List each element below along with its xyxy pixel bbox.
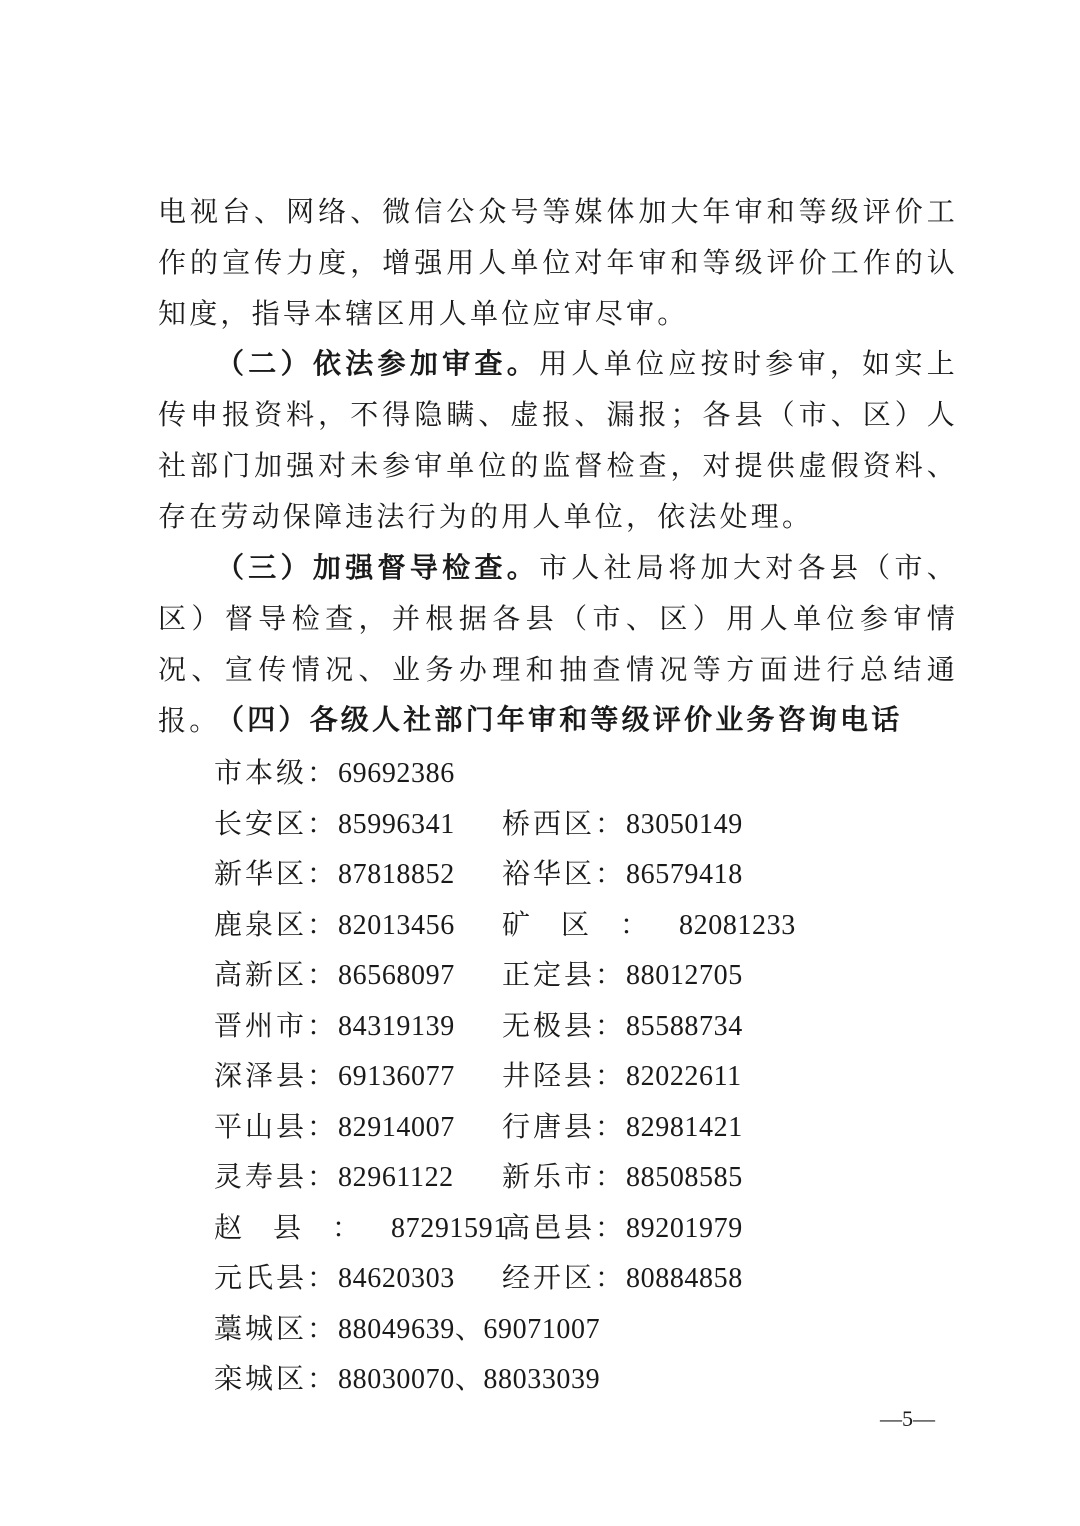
phone-entry xyxy=(214,1304,600,1356)
phone-number: 85996341 xyxy=(338,808,455,840)
phone-number: 82022611 xyxy=(626,1061,742,1092)
phone-entry xyxy=(502,1203,743,1255)
phone-number: 82961122 xyxy=(338,1162,454,1193)
phone-number: 88030070、88033039 xyxy=(338,1364,601,1395)
district-name: 赵县： xyxy=(214,1210,392,1244)
district-name: 正定县： xyxy=(502,958,627,991)
phone-row xyxy=(214,1304,974,1355)
phone-row xyxy=(214,1102,974,1153)
phone-entry xyxy=(502,849,743,901)
phone-row xyxy=(214,748,974,799)
phone-entry xyxy=(214,1152,454,1204)
paragraph-text: 电视台、网络、微信公众号等媒体加大年审和等级评价工作的宣传力度，增强用人单位对年审和等级评价工作的认知度，指导本辖区用人单位应审尽审。 xyxy=(158,195,958,330)
phone-number: 85588734 xyxy=(626,1010,743,1042)
phone-entry xyxy=(502,1102,743,1154)
district-name: 高邑县： xyxy=(502,1210,627,1244)
phone-number: 87291591 xyxy=(391,1212,508,1244)
district-name: 平山县： xyxy=(214,1109,339,1143)
phone-number: 86579418 xyxy=(626,859,743,890)
paragraph-lead: （二）依法参加审查。 xyxy=(216,347,540,380)
phone-heading xyxy=(158,694,958,745)
district-name: 晋州市： xyxy=(214,1008,339,1042)
phone-number: 82914007 xyxy=(338,1111,455,1143)
phone-entry xyxy=(502,799,743,851)
phone-entry xyxy=(214,748,455,800)
phone-number: 82981421 xyxy=(626,1111,743,1143)
phone-row xyxy=(214,1051,974,1102)
phone-number: 84620303 xyxy=(338,1263,455,1294)
phone-number: 80884858 xyxy=(626,1263,743,1294)
paragraph-review xyxy=(158,338,958,542)
phone-row xyxy=(214,950,974,1001)
phone-entry xyxy=(214,900,455,952)
phone-entry xyxy=(214,799,455,851)
district-name: 鹿泉区： xyxy=(214,907,339,941)
phone-number: 69136077 xyxy=(338,1061,455,1092)
phone-number: 86568097 xyxy=(338,960,455,991)
paragraph-publicity xyxy=(158,186,958,339)
phone-entry xyxy=(214,1051,455,1103)
district-name: 桥西区： xyxy=(502,806,627,840)
paragraph-lead: （三）加强督导检查。 xyxy=(216,551,540,584)
district-name: 裕华区： xyxy=(502,857,627,890)
phone-number: 87818852 xyxy=(338,859,455,890)
phone-entry xyxy=(502,1051,742,1103)
phone-number: 88049639、69071007 xyxy=(338,1313,601,1345)
district-name: 高新区： xyxy=(214,958,339,991)
phone-entry xyxy=(502,900,796,952)
phone-entry xyxy=(214,1203,508,1255)
paragraph-text: 用人单位应按时参审，如实上传申报资料，不得隐瞒、虚报、漏报；各县（市、区）人社部门加强对未参审单位的监督检查，对提供虚假资料、存在劳动保障违法行为的用人单位，依法处理。 xyxy=(158,347,958,533)
district-name: 经开区： xyxy=(502,1261,627,1294)
phone-entry xyxy=(214,1253,455,1305)
phone-row xyxy=(214,799,974,850)
phone-row xyxy=(214,1152,974,1203)
district-name: 井陉县： xyxy=(502,1059,627,1092)
phone-number: 88012705 xyxy=(626,960,743,991)
district-name: 新乐市： xyxy=(502,1160,627,1193)
phone-number: 89201979 xyxy=(626,1212,743,1244)
phone-number: 69692386 xyxy=(338,758,455,789)
phone-number: 88508585 xyxy=(626,1162,743,1193)
page-number: —5— xyxy=(880,1406,935,1431)
paragraph-text: 市人社局将加大对各县（市、区）督导检查，并根据各县（市、区）用人单位参审情况、宣传情况、业务办理和抽查情况等方面进行总结通报。 xyxy=(158,551,958,737)
district-name: 矿区： xyxy=(502,907,680,941)
phone-list xyxy=(214,748,974,1405)
phone-entry xyxy=(502,1253,743,1305)
district-name: 无极县： xyxy=(502,1008,627,1042)
phone-entry xyxy=(214,849,455,901)
district-name: 新华区： xyxy=(214,857,339,890)
district-name: 元氏县： xyxy=(214,1261,339,1294)
phone-row xyxy=(214,1203,974,1254)
district-name: 行唐县： xyxy=(502,1109,627,1143)
phone-row xyxy=(214,849,974,900)
district-name: 市本级： xyxy=(214,756,339,789)
phone-entry xyxy=(214,1001,455,1053)
district-name: 灵寿县： xyxy=(214,1160,339,1193)
phone-number: 83050149 xyxy=(626,808,743,840)
phone-entry xyxy=(502,950,743,1002)
phone-number: 82013456 xyxy=(338,909,455,941)
phone-entry xyxy=(502,1001,743,1053)
phone-number: 84319139 xyxy=(338,1010,455,1042)
phone-row xyxy=(214,1001,974,1052)
district-name: 深泽县： xyxy=(214,1059,339,1092)
phone-entry xyxy=(214,950,455,1002)
district-name: 藁城区： xyxy=(214,1311,339,1345)
district-name: 长安区： xyxy=(214,806,339,840)
phone-entry xyxy=(502,1152,743,1204)
district-name: 栾城区： xyxy=(214,1362,339,1395)
phone-row xyxy=(214,900,974,951)
phone-number: 82081233 xyxy=(679,909,796,941)
phone-heading-text: （四）各级人社部门年审和等级评价业务咨询电话 xyxy=(216,703,903,736)
phone-entry xyxy=(214,1354,600,1406)
phone-entry xyxy=(214,1102,455,1154)
phone-row xyxy=(214,1253,974,1304)
phone-row xyxy=(214,1354,974,1405)
